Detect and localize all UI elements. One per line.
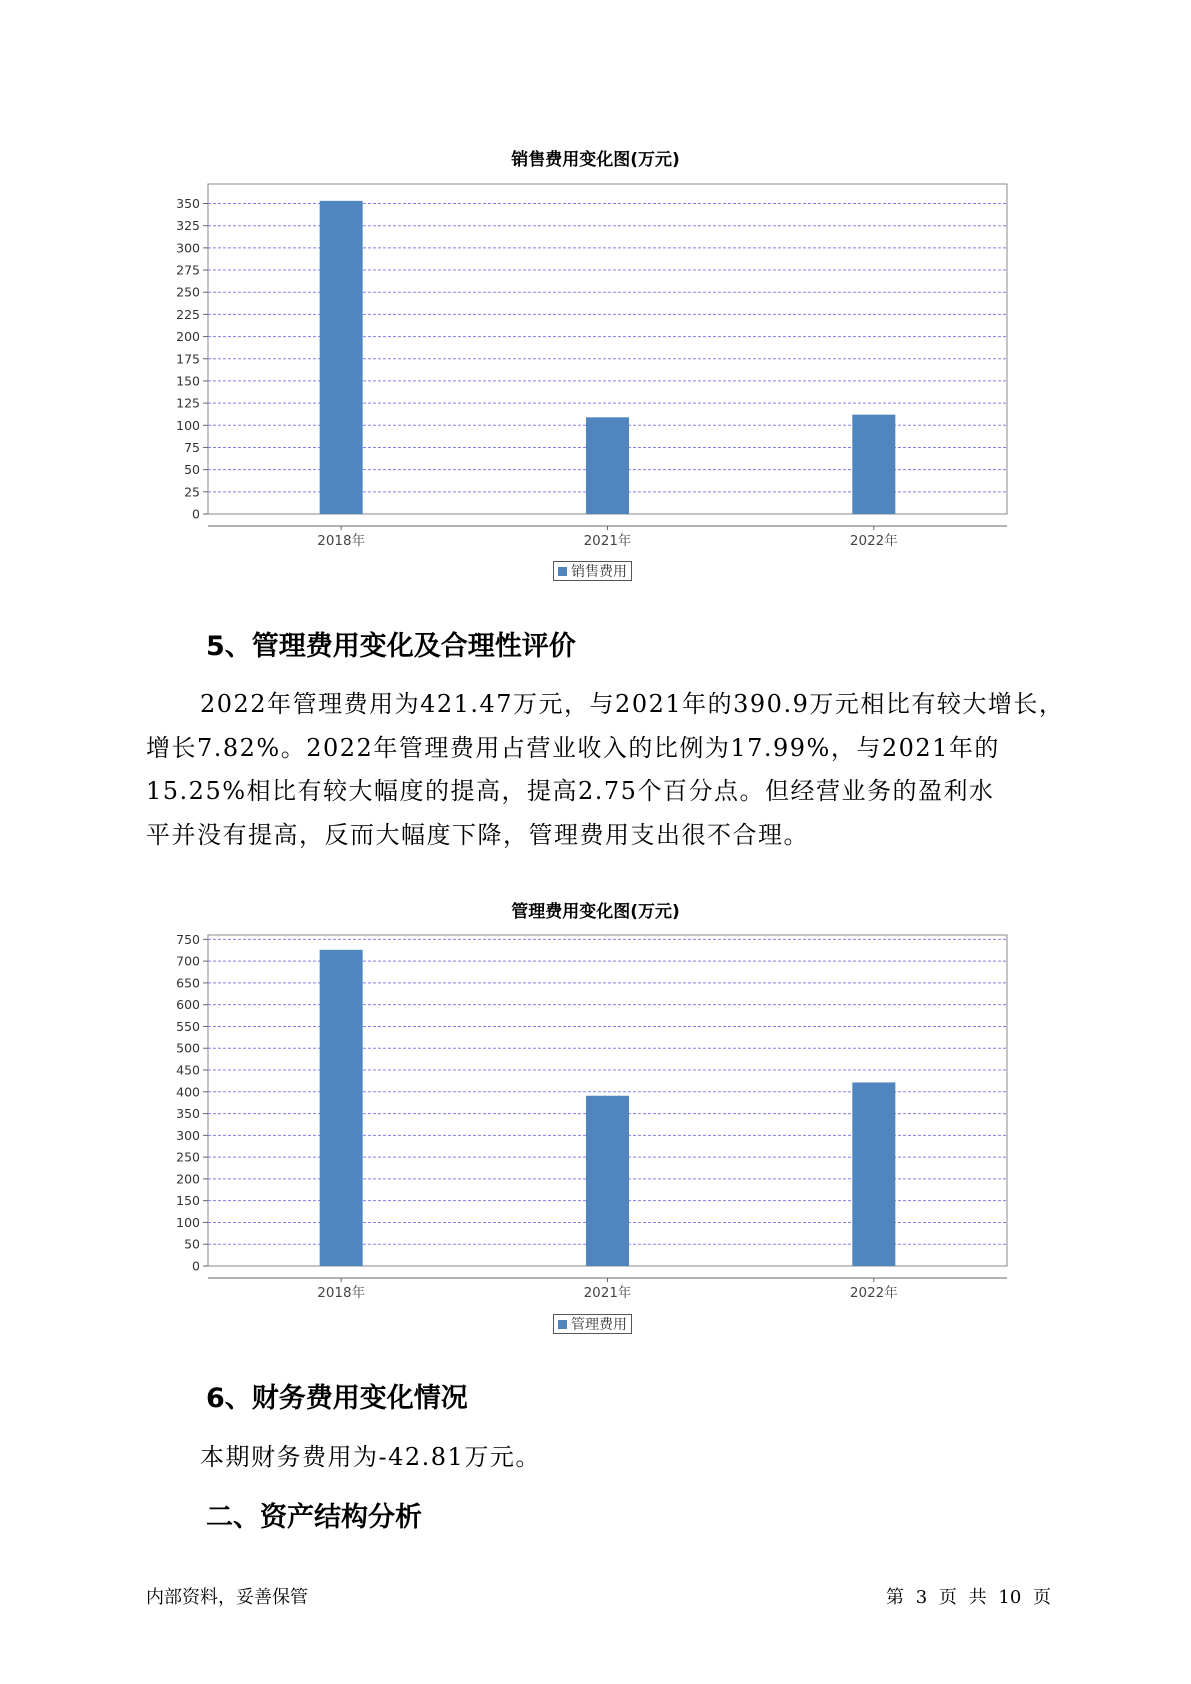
y-tick-label: 750 — [176, 931, 200, 947]
y-tick-label: 175 — [176, 351, 200, 367]
paragraph-line: 平并没有提高，反而大幅度下降，管理费用支出很不合理。 — [146, 820, 809, 849]
y-tick-label: 50 — [184, 462, 200, 478]
legend-swatch — [558, 1320, 567, 1329]
x-tick-label: 2018年 — [317, 1285, 366, 1301]
bar — [320, 201, 363, 514]
y-tick-label: 325 — [176, 218, 200, 234]
y-tick-label: 250 — [176, 1149, 200, 1165]
y-tick-label: 150 — [176, 373, 200, 389]
x-tick-label: 2022年 — [849, 533, 898, 549]
y-tick-label: 275 — [176, 262, 200, 278]
bar — [586, 1096, 629, 1266]
y-tick-label: 200 — [176, 329, 200, 345]
section-two-heading: 二、资产结构分析 — [206, 1502, 422, 1533]
paragraph-line: 增长7.82%。2022年管理费用占营业收入的比例为17.99%，与2021年的 — [146, 733, 1000, 762]
y-tick-label: 25 — [184, 484, 200, 500]
y-tick-label: 0 — [192, 506, 200, 522]
y-tick-label: 550 — [176, 1018, 200, 1034]
y-tick-label: 225 — [176, 306, 200, 322]
y-tick-label: 650 — [176, 975, 200, 991]
y-tick-label: 600 — [176, 997, 200, 1013]
y-tick-label: 150 — [176, 1193, 200, 1209]
section-5-paragraph — [146, 683, 1076, 857]
chart-legend — [553, 561, 632, 581]
bar — [320, 950, 363, 1266]
chart-legend — [553, 1314, 632, 1334]
legend-swatch — [558, 567, 567, 576]
x-tick-label: 2022年 — [849, 1285, 898, 1301]
plot-area — [208, 935, 1007, 1266]
y-tick-label: 350 — [176, 1106, 200, 1122]
chart-canvas — [0, 0, 1191, 600]
y-tick-label: 200 — [176, 1171, 200, 1187]
y-tick-label: 300 — [176, 240, 200, 256]
x-tick-label: 2021年 — [583, 1285, 632, 1301]
y-tick-label: 0 — [192, 1258, 200, 1274]
bar — [586, 417, 629, 514]
y-tick-label: 400 — [176, 1084, 200, 1100]
x-tick-label: 2021年 — [583, 533, 632, 549]
legend-label: 管理费用 — [571, 1317, 627, 1333]
bar — [852, 415, 895, 514]
sales-expense-chart — [0, 0, 1191, 600]
y-tick-label: 100 — [176, 1214, 200, 1230]
chart-title: 管理费用变化图(万元) — [511, 902, 680, 922]
y-tick-label: 125 — [176, 395, 200, 411]
y-tick-label: 500 — [176, 1040, 200, 1056]
y-tick-label: 300 — [176, 1127, 200, 1143]
y-tick-label: 75 — [184, 439, 200, 455]
section-5-heading: 5、管理费用变化及合理性评价 — [206, 631, 576, 662]
chart-title: 销售费用变化图(万元) — [511, 150, 680, 170]
y-tick-label: 350 — [176, 196, 200, 212]
y-tick-label: 450 — [176, 1062, 200, 1078]
bar — [852, 1082, 895, 1266]
y-tick-label: 250 — [176, 284, 200, 300]
section-6-heading: 6、财务费用变化情况 — [206, 1383, 468, 1414]
x-tick-label: 2018年 — [317, 533, 366, 549]
section-6-paragraph: 本期财务费用为-42.81万元。 — [200, 1443, 541, 1471]
legend-label: 销售费用 — [571, 564, 627, 580]
y-tick-label: 100 — [176, 417, 200, 433]
paragraph-line: 2022年管理费用为421.47万元，与2021年的390.9万元相比有较大增长， — [200, 690, 1065, 718]
footer-page-number: 第 3 页 共 10 页 — [886, 1587, 1051, 1608]
y-tick-label: 50 — [184, 1236, 200, 1252]
y-tick-label: 700 — [176, 953, 200, 969]
paragraph-line: 15.25%相比有较大幅度的提高，提高2.75个百分点。但经营业务的盈利水 — [146, 777, 995, 805]
footer-confidential: 内部资料，妥善保管 — [146, 1587, 308, 1608]
